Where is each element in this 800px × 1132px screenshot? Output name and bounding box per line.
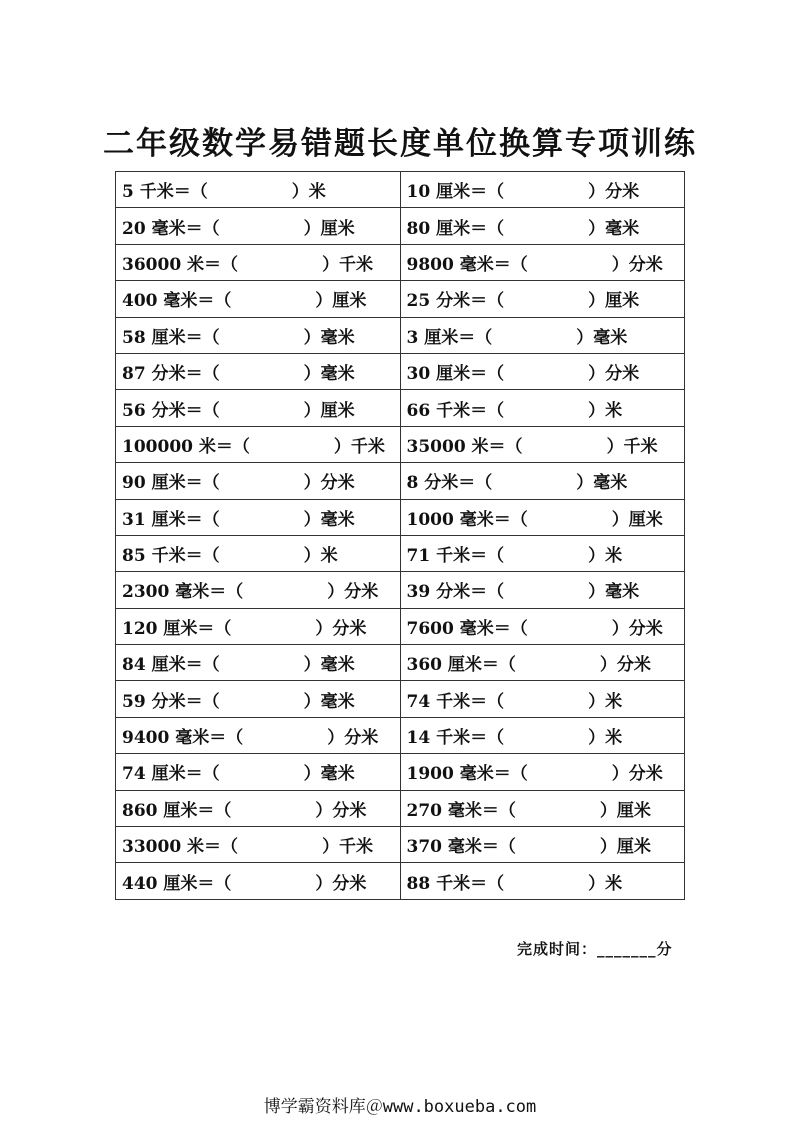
- table-row: [116, 317, 685, 353]
- exercise-unit: ）分米: [303, 473, 355, 494]
- exercise-item: [116, 609, 400, 644]
- table-row: [116, 535, 685, 571]
- exercise-cell: [116, 608, 401, 644]
- exercise-item: [116, 682, 400, 717]
- exercise-unit: ）毫米: [303, 327, 355, 348]
- exercise-item: [401, 172, 685, 207]
- exercise-unit: ）厘米: [303, 400, 355, 421]
- exercise-item: [401, 718, 685, 753]
- exercise-unit: ）千米: [606, 436, 658, 457]
- exercise-item: [116, 245, 400, 280]
- exercise-unit: ）厘米: [315, 291, 367, 312]
- exercise-question: 59 分米＝（: [122, 691, 220, 712]
- exercise-item: [401, 281, 685, 316]
- exercise-question: 74 千米＝（: [406, 691, 505, 712]
- exercise-unit: ）毫米: [303, 364, 355, 385]
- table-row: [116, 208, 685, 244]
- exercise-question: 31 厘米＝（: [122, 509, 220, 530]
- exercise-question: 440 厘米＝（: [122, 873, 232, 894]
- exercise-unit: ）厘米: [611, 509, 663, 530]
- exercise-unit: ）分米: [588, 182, 640, 203]
- exercise-unit: ）厘米: [599, 800, 651, 821]
- table-row: [116, 426, 685, 462]
- exercise-question: 270 毫米＝（: [406, 800, 516, 821]
- exercise-cell: [400, 172, 685, 208]
- exercise-item: [116, 864, 400, 899]
- exercise-item: [401, 536, 685, 571]
- exercise-question: 14 千米＝（: [406, 728, 505, 749]
- exercise-cell: [400, 244, 685, 280]
- table-row: [116, 681, 685, 717]
- exercise-item: [116, 572, 400, 607]
- exercise-item: [116, 391, 400, 426]
- exercise-unit: ）分米: [588, 364, 640, 385]
- exercise-question: 9800 毫米＝（: [406, 254, 528, 275]
- exercise-cell: [400, 317, 685, 353]
- exercise-item: [401, 318, 685, 353]
- exercise-item: [401, 572, 685, 607]
- exercise-item: [401, 427, 685, 462]
- exercise-cell: [116, 426, 401, 462]
- exercise-item: [401, 609, 685, 644]
- exercise-item: [116, 827, 400, 862]
- page-title: 二年级数学易错题长度单位换算专项训练: [103, 126, 697, 162]
- table-row: [116, 499, 685, 535]
- exercise-item: [116, 318, 400, 353]
- exercise-cell: [116, 172, 401, 208]
- exercise-unit: ）厘米: [599, 837, 651, 858]
- exercise-table: [115, 171, 685, 900]
- table-row: [116, 717, 685, 753]
- exercise-cell: [400, 827, 685, 863]
- exercise-question: 33000 米＝（: [122, 837, 239, 858]
- exercise-question: 7600 毫米＝（: [406, 618, 528, 639]
- exercise-question: 100000 米＝（: [122, 436, 250, 457]
- exercise-question: 10 厘米＝（: [406, 182, 505, 203]
- table-row: [116, 281, 685, 317]
- exercise-question: 80 厘米＝（: [406, 218, 505, 239]
- table-row: [116, 353, 685, 389]
- exercise-question: 5 千米＝（: [122, 182, 208, 203]
- exercise-item: [116, 281, 400, 316]
- exercise-cell: [400, 281, 685, 317]
- exercise-cell: [116, 281, 401, 317]
- exercise-question: 87 分米＝（: [122, 364, 220, 385]
- exercise-unit: ）毫米: [303, 691, 355, 712]
- exercise-unit: ）米: [588, 400, 623, 421]
- exercise-item: [116, 354, 400, 389]
- exercise-cell: [400, 608, 685, 644]
- exercise-item: [401, 500, 685, 535]
- exercise-cell: [116, 717, 401, 753]
- exercise-unit: ）米: [303, 546, 338, 567]
- exercise-cell: [400, 390, 685, 426]
- exercise-unit: ）毫米: [588, 218, 640, 239]
- exercise-cell: [116, 208, 401, 244]
- exercise-cell: [400, 645, 685, 681]
- exercise-cell: [116, 499, 401, 535]
- exercise-cell: [116, 244, 401, 280]
- exercise-unit: ）毫米: [576, 327, 628, 348]
- exercise-unit: ）毫米: [303, 655, 355, 676]
- exercise-cell: [116, 463, 401, 499]
- exercise-cell: [116, 754, 401, 790]
- table-row: [116, 608, 685, 644]
- exercise-question: 1900 毫米＝（: [406, 764, 528, 785]
- exercise-item: [401, 391, 685, 426]
- exercise-item: [116, 645, 400, 680]
- exercise-unit: ）分米: [599, 655, 651, 676]
- exercise-item: [401, 245, 685, 280]
- table-row: [116, 754, 685, 790]
- exercise-unit: ）厘米: [588, 291, 640, 312]
- exercise-unit: ）千米: [322, 837, 374, 858]
- exercise-cell: [116, 790, 401, 826]
- table-row: [116, 390, 685, 426]
- table-row: [116, 572, 685, 608]
- table-row: [116, 463, 685, 499]
- exercise-cell: [116, 317, 401, 353]
- exercise-item: [401, 209, 685, 244]
- exercise-unit: ）米: [588, 728, 623, 749]
- exercise-question: 66 千米＝（: [406, 400, 505, 421]
- exercise-question: 120 厘米＝（: [122, 618, 232, 639]
- exercise-cell: [400, 754, 685, 790]
- exercise-cell: [400, 681, 685, 717]
- watermark-text: 博学霸资料库＠www.boxueba.com: [263, 1097, 537, 1117]
- exercise-question: 39 分米＝（: [406, 582, 505, 603]
- exercise-question: 400 毫米＝（: [122, 291, 232, 312]
- exercise-question: 71 千米＝（: [406, 546, 505, 567]
- exercise-unit: ）分米: [315, 873, 367, 894]
- exercise-unit: ）毫米: [303, 509, 355, 530]
- exercise-unit: ）分米: [611, 764, 663, 785]
- exercise-item: [116, 209, 400, 244]
- table-row: [116, 863, 685, 899]
- exercise-unit: ）毫米: [588, 582, 640, 603]
- table-row: [116, 645, 685, 681]
- exercise-cell: [116, 572, 401, 608]
- exercise-cell: [116, 390, 401, 426]
- exercise-cell: [400, 463, 685, 499]
- exercise-cell: [400, 353, 685, 389]
- exercise-question: 1000 毫米＝（: [406, 509, 528, 530]
- exercise-question: 85 千米＝（: [122, 546, 220, 567]
- exercise-unit: ）毫米: [576, 473, 628, 494]
- table-row: [116, 827, 685, 863]
- table-row: [116, 244, 685, 280]
- exercise-table-body: [116, 172, 685, 900]
- exercise-item: [401, 791, 685, 826]
- exercise-cell: [116, 863, 401, 899]
- exercise-cell: [116, 827, 401, 863]
- exercise-question: 3 厘米＝（: [406, 327, 493, 348]
- exercise-question: 88 千米＝（: [406, 873, 505, 894]
- exercise-item: [401, 827, 685, 862]
- exercise-unit: ）分米: [327, 728, 379, 749]
- exercise-cell: [400, 499, 685, 535]
- exercise-cell: [400, 535, 685, 571]
- exercise-unit: ）分米: [611, 254, 663, 275]
- exercise-question: 2300 毫米＝（: [122, 582, 244, 603]
- exercise-cell: [400, 572, 685, 608]
- exercise-item: [116, 500, 400, 535]
- exercise-item: [116, 172, 400, 207]
- exercise-question: 8 分米＝（: [406, 473, 493, 494]
- exercise-cell: [400, 426, 685, 462]
- exercise-question: 20 毫米＝（: [122, 218, 220, 239]
- exercise-unit: ）分米: [611, 618, 663, 639]
- exercise-question: 860 厘米＝（: [122, 800, 232, 821]
- exercise-cell: [116, 353, 401, 389]
- exercise-question: 84 厘米＝（: [122, 655, 220, 676]
- table-row: [116, 172, 685, 208]
- exercise-cell: [116, 681, 401, 717]
- exercise-unit: ）米: [588, 691, 623, 712]
- exercise-item: [116, 463, 400, 498]
- exercise-cell: [400, 863, 685, 899]
- table-row: [116, 790, 685, 826]
- exercise-item: [401, 864, 685, 899]
- exercise-item: [116, 791, 400, 826]
- exercise-item: [401, 682, 685, 717]
- exercise-question: 35000 米＝（: [406, 436, 523, 457]
- exercise-cell: [400, 208, 685, 244]
- exercise-item: [401, 754, 685, 789]
- exercise-question: 36000 米＝（: [122, 254, 239, 275]
- exercise-item: [116, 536, 400, 571]
- exercise-item: [116, 427, 400, 462]
- exercise-unit: ）厘米: [303, 218, 355, 239]
- exercise-question: 360 厘米＝（: [406, 655, 516, 676]
- exercise-unit: ）分米: [315, 618, 367, 639]
- exercise-question: 90 厘米＝（: [122, 473, 220, 494]
- exercise-unit: ）米: [588, 873, 623, 894]
- exercise-unit: ）毫米: [303, 764, 355, 785]
- exercise-item: [401, 463, 685, 498]
- exercise-question: 56 分米＝（: [122, 400, 220, 421]
- exercise-unit: ）米: [588, 546, 623, 567]
- exercise-unit: ）千米: [322, 254, 374, 275]
- completion-time-label: 完成时间：_______分: [517, 940, 673, 958]
- exercise-question: 58 厘米＝（: [122, 327, 220, 348]
- exercise-question: 9400 毫米＝（: [122, 728, 244, 749]
- exercise-cell: [400, 717, 685, 753]
- exercise-question: 30 厘米＝（: [406, 364, 505, 385]
- exercise-question: 370 毫米＝（: [406, 837, 516, 858]
- exercise-item: [116, 754, 400, 789]
- exercise-item: [116, 718, 400, 753]
- exercise-item: [401, 645, 685, 680]
- exercise-unit: ）千米: [333, 436, 385, 457]
- exercise-question: 74 厘米＝（: [122, 764, 220, 785]
- exercise-cell: [400, 790, 685, 826]
- exercise-item: [401, 354, 685, 389]
- exercise-cell: [116, 645, 401, 681]
- exercise-unit: ）分米: [315, 800, 367, 821]
- exercise-unit: ）米: [291, 182, 326, 203]
- exercise-cell: [116, 535, 401, 571]
- exercise-question: 25 分米＝（: [406, 291, 505, 312]
- exercise-unit: ）分米: [327, 582, 379, 603]
